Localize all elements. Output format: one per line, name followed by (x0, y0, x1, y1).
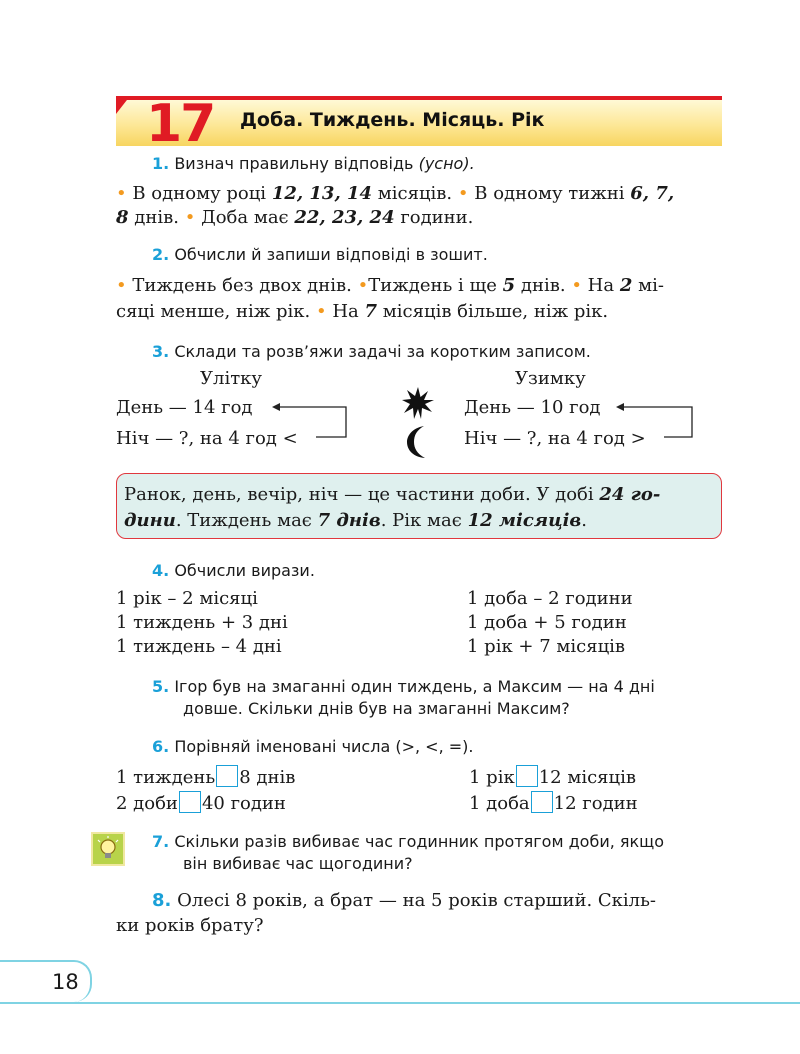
lightbulb-icon (91, 832, 125, 866)
summer-arrow (270, 398, 350, 444)
highlight: 12 місяців (467, 510, 582, 531)
task-2-line-2 (116, 299, 608, 325)
task-number: 1. (152, 154, 170, 173)
sun-icon (401, 386, 435, 420)
banner-corner (116, 96, 130, 114)
text: 12 годин (553, 793, 638, 814)
text: днів. (520, 275, 566, 296)
bullet-icon: • (357, 275, 369, 296)
text: 1 тиждень (116, 767, 216, 788)
text: 1 рік (469, 767, 515, 788)
task-1-prompt (152, 153, 475, 175)
task-number: 4. (152, 561, 170, 580)
compare-box[interactable] (179, 791, 201, 813)
task-1-line-2 (116, 205, 473, 231)
task-1-line-1 (116, 181, 674, 207)
lesson-title: Доба. Тиждень. Місяць. Рік (240, 109, 545, 131)
compare-box[interactable] (216, 765, 238, 787)
expression: 1 рік – 2 місяці (116, 588, 258, 609)
lightbulb-glyph (93, 834, 123, 864)
text: мі- (638, 275, 664, 296)
task-number: 2. (152, 245, 170, 264)
task-text: Скільки разів вибиває час годинник протягом доби, якщо (174, 832, 665, 851)
task-number: 3. (152, 342, 170, 361)
compare-row (116, 765, 295, 790)
task-number: 8. (152, 890, 172, 911)
task-number: 7. (152, 832, 170, 851)
text: Тиждень без двох днів. (132, 275, 352, 296)
expression: 1 доба + 5 годин (467, 612, 627, 633)
task-text: Склади та розв’яжи задачі за коротким записом. (174, 342, 591, 361)
task-text: Ігор був на змаганні один тиждень, а Максим — на 4 дні (174, 677, 655, 696)
highlight: 24 го- (599, 484, 661, 505)
text: 2 доби (116, 793, 178, 814)
task-text: Порівняй іменовані числа (>, <, =). (174, 737, 474, 756)
bullet-icon: • (457, 183, 469, 204)
number: 7 (364, 301, 378, 322)
winter-day: День — 10 год (464, 397, 601, 418)
number: 5 (502, 275, 516, 296)
task-text: Олесі 8 років, а брат — на 5 років старший. Скіль- (177, 890, 656, 911)
expression: 1 доба – 2 години (467, 588, 633, 609)
summer-night: Ніч — ?, на 4 год < (116, 428, 298, 449)
text: . Рік має (380, 510, 462, 531)
task-3-prompt (152, 341, 591, 363)
compare-box[interactable] (516, 765, 538, 787)
task-note: (усно). (418, 154, 475, 173)
task-text: Обчисли вирази. (174, 561, 315, 580)
text: . Тиждень має (175, 510, 312, 531)
options: 12, 13, 14 (271, 183, 373, 204)
task-8-line-2: ки років брату? (116, 915, 264, 936)
text: днів. (134, 207, 179, 228)
info-line-2 (124, 508, 587, 534)
text: місяців більше, ніж рік. (382, 301, 609, 322)
expression: 1 тиждень – 4 дні (116, 636, 282, 657)
text: години. (400, 207, 474, 228)
task-5-line-2: довше. Скільки днів був на змаганні Максим? (183, 699, 570, 718)
winter-arrow (614, 398, 696, 444)
bullet-icon: • (116, 183, 127, 204)
footer-rule (0, 1002, 800, 1004)
bullet-icon: • (184, 207, 196, 228)
text: На (332, 301, 359, 322)
compare-row (116, 791, 286, 816)
expression: 1 рік + 7 місяців (467, 636, 626, 657)
task-text: Обчисли й запиши відповіді в зошит. (174, 245, 488, 264)
options: 8 (116, 207, 129, 228)
compare-row (469, 765, 636, 790)
task-number: 6. (152, 737, 170, 756)
task-7-line-2: він вибиває час щогодини? (183, 854, 413, 873)
text: 12 місяців (538, 767, 636, 788)
text: Доба має (201, 207, 289, 228)
text: сяці менше, ніж рік. (116, 301, 311, 322)
task-8-line-1 (152, 888, 656, 914)
compare-box[interactable] (531, 791, 553, 813)
moon-icon (404, 424, 432, 460)
text: На (587, 275, 615, 296)
compare-row (469, 791, 638, 816)
bullet-icon: • (316, 301, 327, 322)
text: Тиждень і ще (368, 275, 497, 296)
task-text: Визнач правильну відповідь (174, 154, 414, 173)
text: В одному році (132, 183, 267, 204)
highlight: 7 днів (317, 510, 381, 531)
options: 6, 7, (630, 183, 675, 204)
text: 1 доба (469, 793, 530, 814)
expression: 1 тиждень + 3 дні (116, 612, 288, 633)
text: . (581, 510, 587, 531)
highlight: дини (124, 510, 176, 531)
task-5-line-1 (152, 676, 655, 698)
task-2-line-1 (116, 273, 664, 299)
lesson-number: 17 (146, 94, 215, 154)
text: 40 годин (201, 793, 286, 814)
summer-day: День — 14 год (116, 397, 253, 418)
page-number: 18 (52, 970, 79, 994)
task-4-prompt (152, 560, 315, 582)
bullet-icon: • (116, 275, 127, 296)
options: 22, 23, 24 (294, 207, 395, 228)
winter-title: Узимку (515, 368, 586, 389)
task-number: 5. (152, 677, 170, 696)
text: місяців. (377, 183, 453, 204)
task-7-line-1 (152, 831, 664, 853)
info-line-1 (124, 482, 660, 508)
text: 8 днів (239, 767, 296, 788)
task-2-prompt (152, 244, 488, 266)
number: 2 (619, 275, 633, 296)
task-6-prompt (152, 736, 473, 758)
text: Ранок, день, вечір, ніч — це частини доби. У добі (124, 484, 594, 505)
summer-title: Улітку (200, 368, 262, 389)
text: В одному тижні (474, 183, 625, 204)
bullet-icon: • (571, 275, 582, 296)
winter-night: Ніч — ?, на 4 год > (464, 428, 646, 449)
